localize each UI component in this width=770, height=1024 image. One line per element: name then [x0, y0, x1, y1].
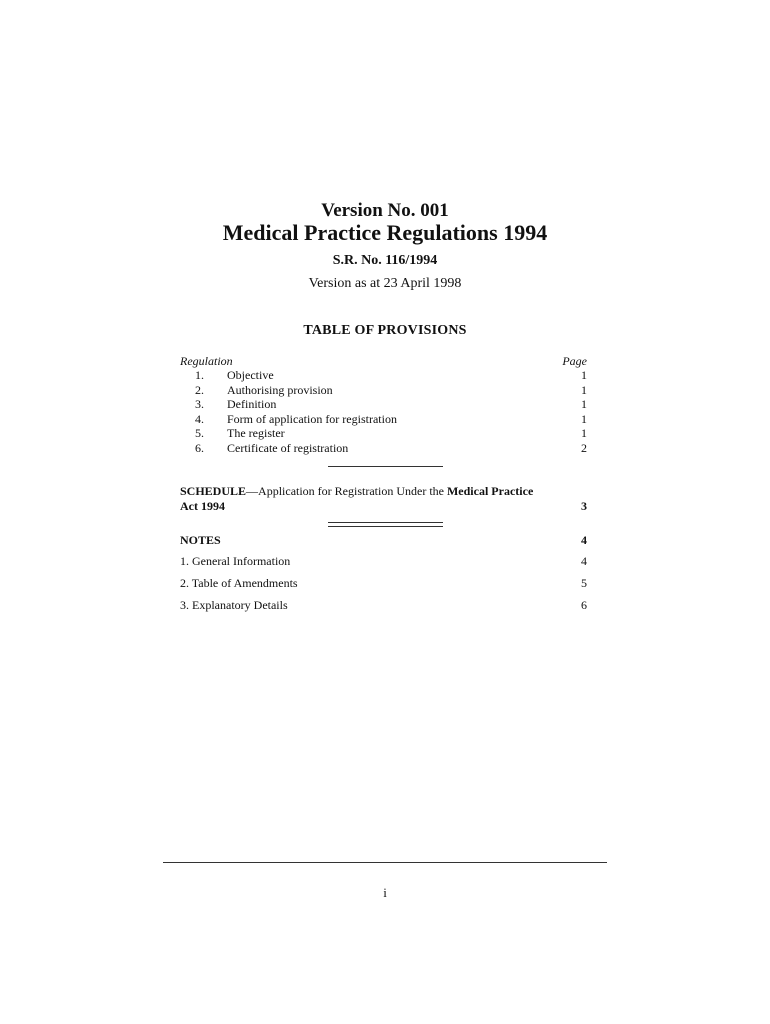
page-number: i [383, 885, 387, 900]
toc-item-label: Form of application for registration [227, 411, 397, 426]
toc-item-number: 1. [195, 368, 204, 382]
schedule-page: 3 [581, 499, 587, 513]
toc-item-number: 4. [195, 411, 204, 426]
toc-item-page: 1 [581, 397, 587, 411]
notes-heading: NOTES [180, 533, 221, 547]
toc-item-number: 6. [195, 440, 204, 455]
toc-item-label: Certificate of registration [227, 440, 349, 455]
toc-item-page: 2 [581, 440, 587, 455]
notes-item-label: 1. General Information [180, 554, 291, 568]
footer-rule [163, 862, 607, 863]
schedule-entry[interactable] [180, 484, 587, 514]
notes-item-page: 6 [581, 598, 587, 612]
toc-item[interactable] [180, 426, 587, 440]
document-title: Medical Practice Regulations 1994 [222, 220, 548, 245]
notes-item[interactable] [180, 576, 587, 590]
notes-heading-page: 4 [581, 533, 587, 547]
toc-item-label: The register [227, 426, 285, 440]
toc-heading: TABLE OF PROVISIONS [303, 323, 467, 338]
toc-item-label: Authorising provision [227, 382, 333, 397]
notes-item[interactable] [180, 554, 587, 568]
notes-item-label: 2. Table of Amendments [180, 576, 298, 590]
version-number: Version No. 001 [321, 200, 449, 221]
toc-item[interactable] [180, 397, 587, 411]
toc-item-label: Definition [227, 397, 277, 411]
toc-col-regulation: Regulation [180, 354, 233, 368]
toc-column-headers [180, 354, 587, 369]
schedule-prefix: SCHEDULE [180, 484, 247, 498]
double-divider [328, 522, 443, 527]
toc-item[interactable] [180, 368, 587, 382]
schedule-text: —Application for Registration Under the [246, 484, 447, 498]
toc-col-page: Page [562, 354, 587, 368]
toc-item[interactable] [180, 383, 587, 397]
toc-item-page: 1 [581, 426, 587, 440]
schedule-act-name: Medical Practice [446, 484, 534, 498]
notes-item-page: 4 [581, 554, 587, 568]
statutory-rule-number: S.R. No. 116/1994 [332, 253, 438, 268]
toc-item-number: 3. [195, 397, 204, 411]
toc-item-page: 1 [581, 411, 587, 426]
schedule-act-year: Act 1994 [180, 499, 225, 513]
toc-item-page: 1 [581, 382, 587, 397]
toc-item-label: Objective [227, 368, 274, 382]
notes-item-page: 5 [581, 576, 587, 590]
version-date: Version as at 23 April 1998 [308, 276, 462, 291]
toc-item-number: 5. [195, 426, 204, 440]
notes-heading-row[interactable] [180, 533, 587, 547]
toc-item[interactable] [180, 441, 587, 455]
toc-item-number: 2. [195, 382, 204, 397]
notes-item[interactable] [180, 598, 587, 612]
section-divider [328, 466, 443, 467]
toc-item[interactable] [180, 412, 587, 426]
toc-item-page: 1 [581, 368, 587, 382]
notes-item-label: 3. Explanatory Details [180, 598, 288, 612]
